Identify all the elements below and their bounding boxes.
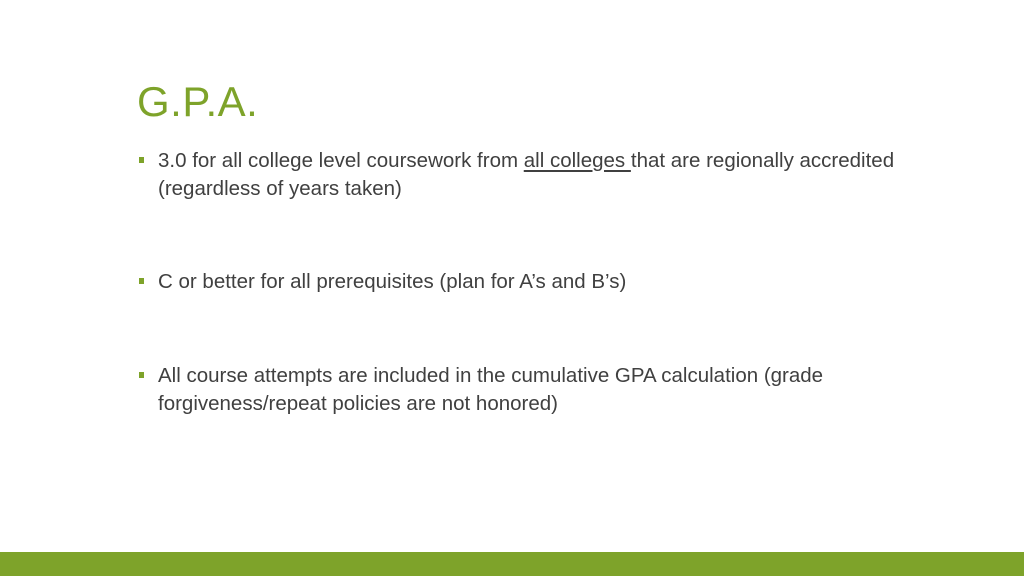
underlined-text: all colleges xyxy=(523,149,631,172)
slide-title: G.P.A. xyxy=(137,78,259,125)
bullet-square-icon xyxy=(139,278,144,284)
bullet-text-part: 3.0 for all college level coursework from xyxy=(158,149,524,172)
bullet-text-part: that are regionally accredited (regardless of years taken) xyxy=(158,149,895,200)
bullet-square-icon xyxy=(139,372,144,378)
bullet-text: All course attempts are included in the cumulative GPA calculation (grade forgiveness/repeat policies are not honored) xyxy=(158,364,824,415)
bullet-text: C or better for all prerequisites (plan for A’s and B’s) xyxy=(158,270,627,293)
bottom-accent-bar xyxy=(0,552,1024,576)
bullet-square-icon xyxy=(139,157,144,163)
bullet-text xyxy=(158,147,908,203)
